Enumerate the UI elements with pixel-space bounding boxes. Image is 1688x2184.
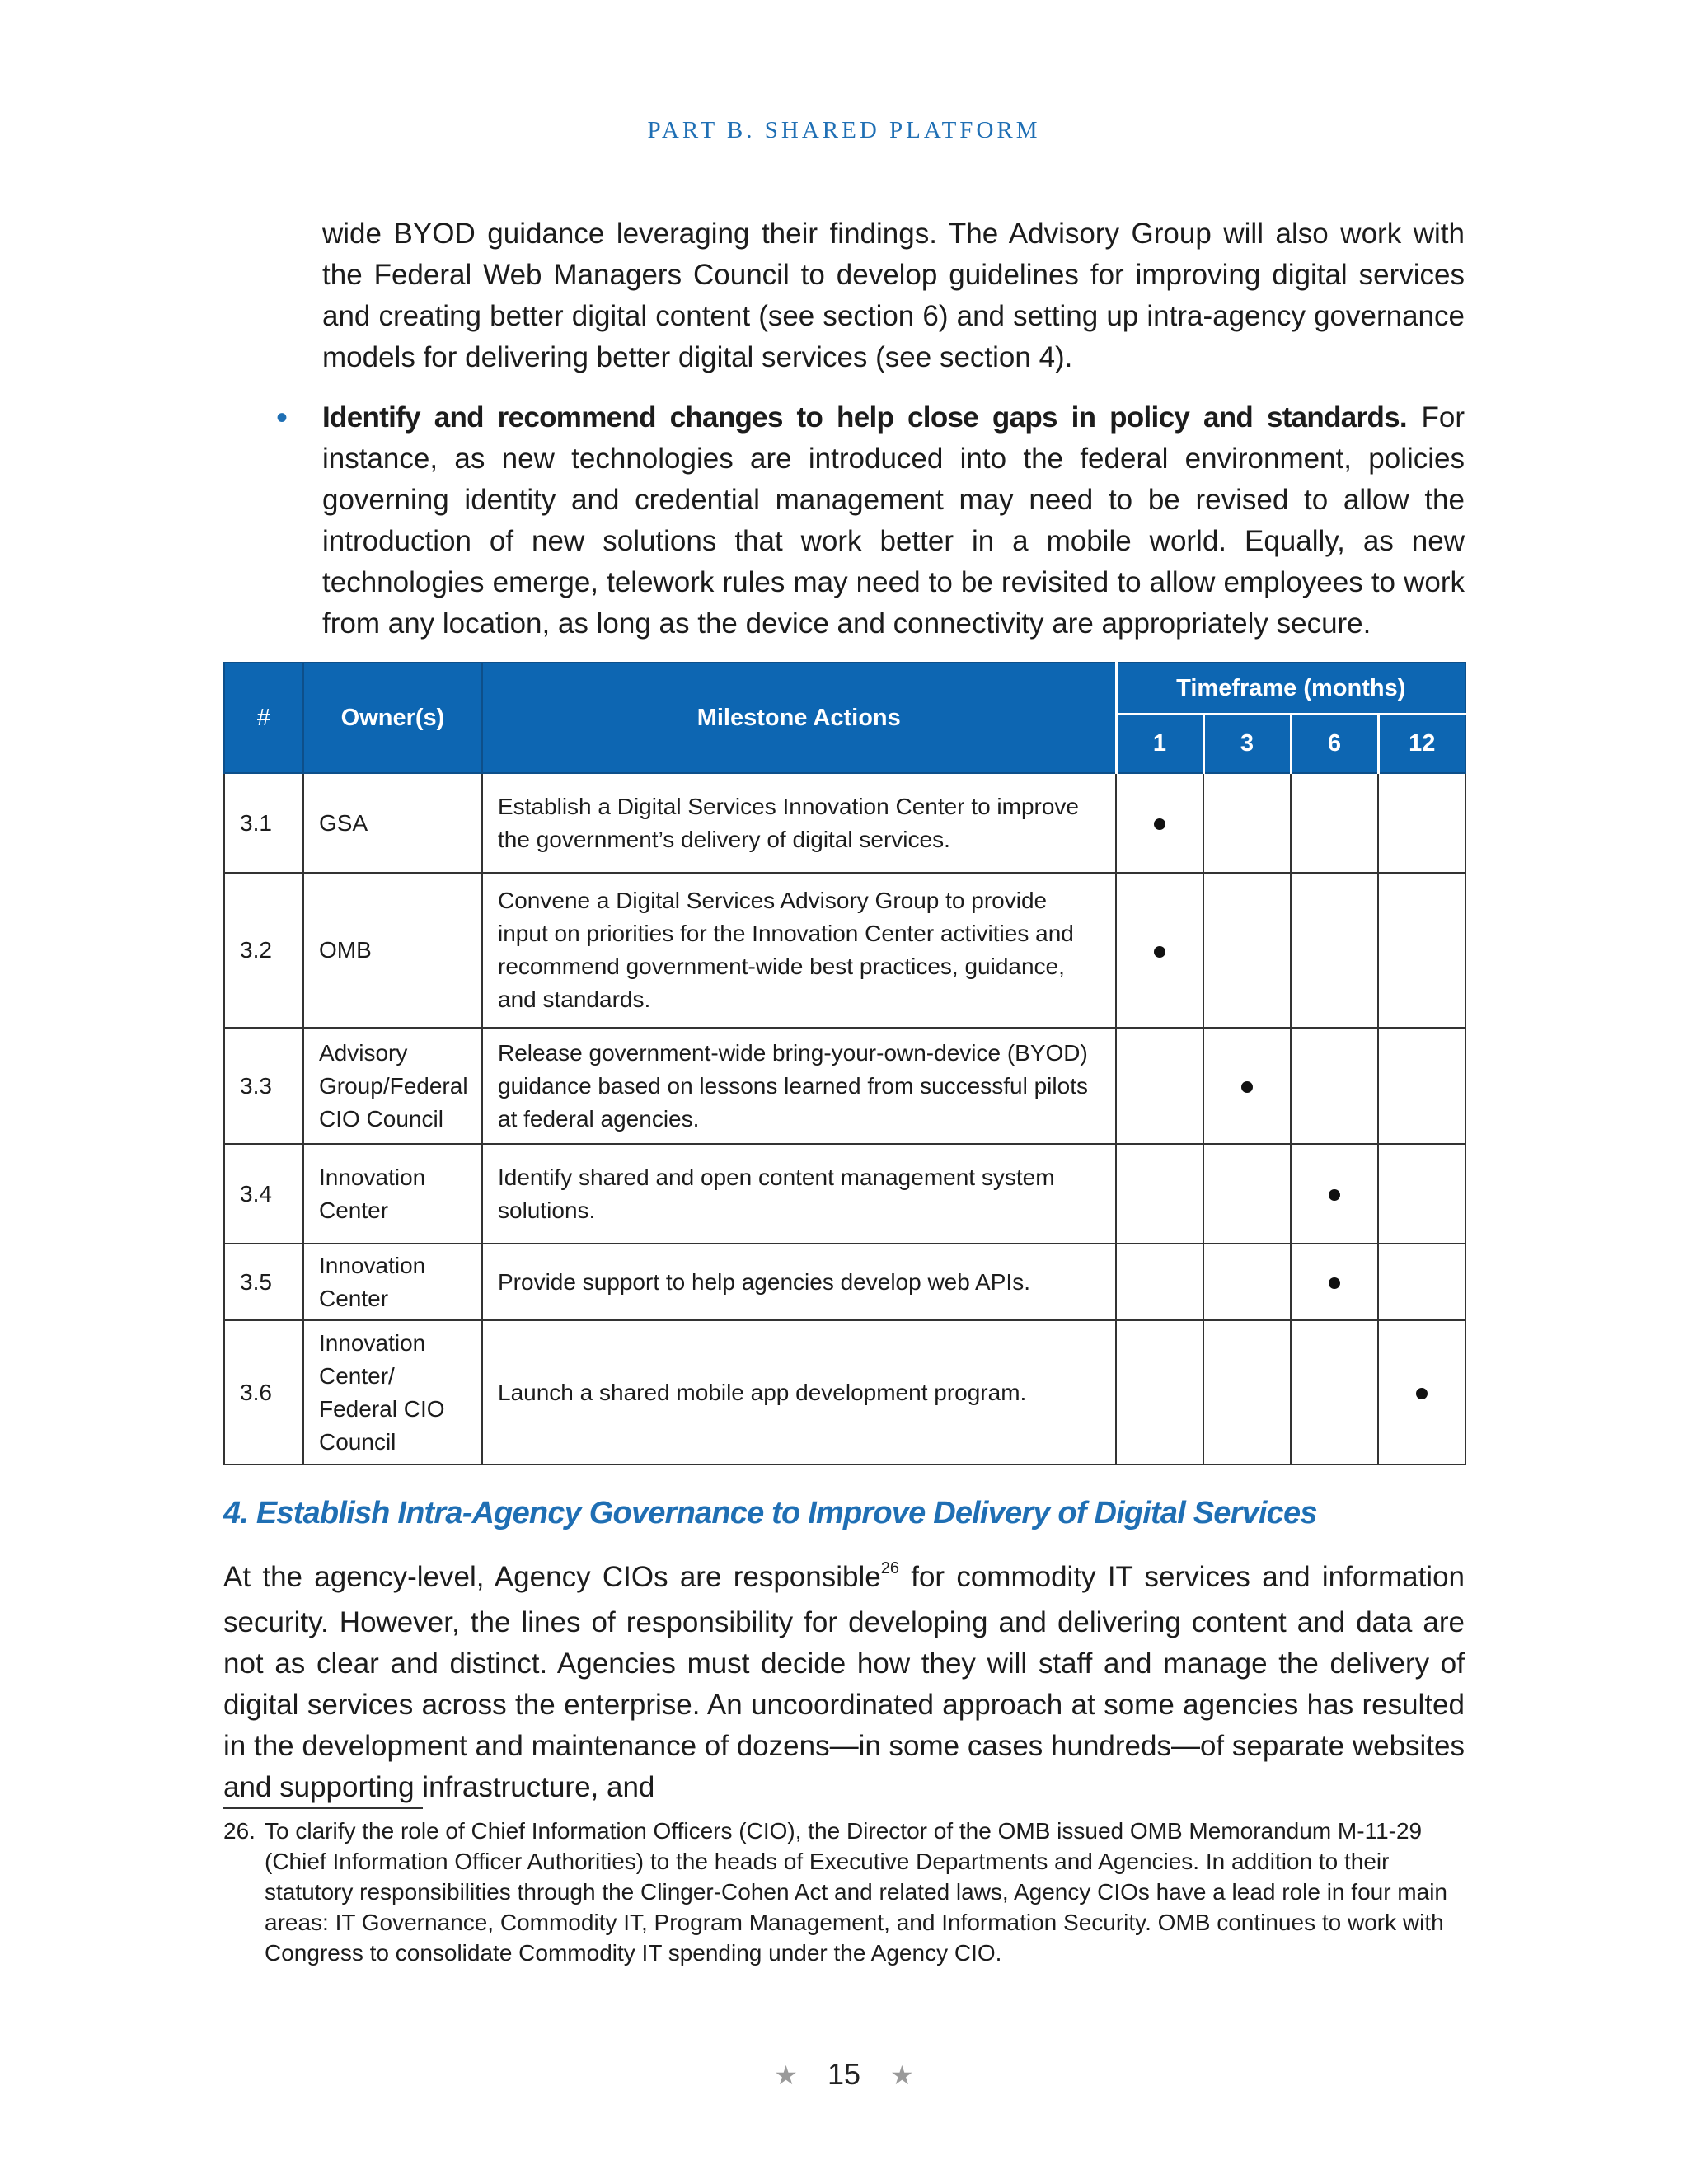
star-icon: ★	[774, 2060, 798, 2090]
section-text-rest: for commodity IT services and information security. However, the lines of responsibility for developing and delivering content and data are not as clear and distinct. Agencies must decide how they will staff and manage the delivery of digital services across the enterprise. An uncoordinated approach at some agencies has resulted in the development and maintenance of dozens—in some cases hundreds—of separate websites and supporting infrastructure, and	[223, 1561, 1465, 1803]
row-number: 3.2	[224, 873, 303, 1028]
row-number: 3.5	[224, 1244, 303, 1320]
section-text-start: At the agency-level, Agency CIOs are responsible	[223, 1561, 881, 1593]
timeframe-cell-12	[1378, 1028, 1465, 1144]
row-owner: Innovation Center/ Federal CIO Council	[303, 1320, 482, 1465]
page-number: 15	[827, 2057, 861, 2091]
timeframe-cell-12	[1378, 1244, 1465, 1320]
timeframe-cell-6	[1291, 1320, 1378, 1465]
footnote-divider	[223, 1807, 423, 1809]
row-number: 3.4	[224, 1144, 303, 1244]
continuation-paragraph: wide BYOD guidance leveraging their findings. The Advisory Group will also work with the Federal Web Managers Council to develop guidelines for improving digital services and creating better digital content (see section 6) and setting up intra-agency governance models for delivering better digital services (see section 4).	[322, 218, 1465, 373]
table-row	[224, 873, 1465, 1028]
row-owner: OMB	[303, 873, 482, 1028]
milestone-table-body	[224, 773, 1465, 1465]
table-row	[224, 773, 1465, 873]
timeframe-cell-6	[1291, 873, 1378, 1028]
page-footer	[0, 2057, 1688, 2092]
milestone-dot	[1416, 1388, 1428, 1399]
row-owner: Innovation Center	[303, 1244, 482, 1320]
timeframe-cell-3	[1203, 1028, 1291, 1144]
row-number: 3.3	[224, 1028, 303, 1144]
timeframe-cell-6	[1291, 1144, 1378, 1244]
header-month-12: 12	[1378, 714, 1465, 773]
milestone-dot	[1329, 1189, 1340, 1201]
table-row	[224, 1320, 1465, 1465]
row-number: 3.1	[224, 773, 303, 873]
timeframe-cell-1	[1116, 1244, 1203, 1320]
header-month-1: 1	[1116, 714, 1203, 773]
bullet-body: For instance, as new technologies are introduced into the federal environment, policies governing identity and credential management may need to be revised to allow the introduction of new solutions that work better in a mobile world. Equally, as new technologies emerge, telework rules may need to be revisited to allow employees to work from any location, as long as the device and connectivity are appropriately secure.	[322, 401, 1465, 640]
timeframe-cell-3	[1203, 773, 1291, 873]
footnote-reference: 26	[880, 1559, 899, 1577]
header-num: #	[224, 663, 303, 773]
timeframe-cell-3	[1203, 1144, 1291, 1244]
header-month-3: 3	[1203, 714, 1291, 773]
timeframe-cell-12	[1378, 1320, 1465, 1465]
footnote	[223, 1816, 1465, 1968]
timeframe-cell-1	[1116, 1028, 1203, 1144]
row-action: Convene a Digital Services Advisory Group to provide input on priorities for the Innovation Center activities and recommend government-wide best practices, guidance, and standards.	[482, 873, 1116, 1028]
milestone-dot	[1329, 1277, 1340, 1289]
timeframe-cell-6	[1291, 1028, 1378, 1144]
row-action: Launch a shared mobile app development program.	[482, 1320, 1116, 1465]
timeframe-cell-1	[1116, 1320, 1203, 1465]
row-number: 3.6	[224, 1320, 303, 1465]
section-heading: 4. Establish Intra-Agency Governance to Improve Delivery of Digital Services	[223, 1496, 1317, 1530]
timeframe-cell-1	[1116, 773, 1203, 873]
milestone-dot	[1154, 946, 1165, 958]
footnote-number: 26.	[223, 1818, 256, 1844]
timeframe-cell-6	[1291, 773, 1378, 873]
bullet-marker: •	[276, 400, 288, 436]
header-owners: Owner(s)	[303, 663, 482, 773]
header-actions: Milestone Actions	[482, 663, 1116, 773]
table-row	[224, 1028, 1465, 1144]
milestone-table	[223, 662, 1466, 1465]
timeframe-cell-3	[1203, 873, 1291, 1028]
row-action: Release government-wide bring-your-own-device (BYOD) guidance based on lessons learned from successful pilots at federal agencies.	[482, 1028, 1116, 1144]
timeframe-cell-3	[1203, 1320, 1291, 1465]
timeframe-cell-1	[1116, 873, 1203, 1028]
row-action: Provide support to help agencies develop web APIs.	[482, 1244, 1116, 1320]
timeframe-cell-12	[1378, 1144, 1465, 1244]
table-row	[224, 1244, 1465, 1320]
header-month-6: 6	[1291, 714, 1378, 773]
timeframe-cell-3	[1203, 1244, 1291, 1320]
timeframe-cell-12	[1378, 873, 1465, 1028]
header-timeframe: Timeframe (months)	[1116, 663, 1465, 714]
row-owner: Innovation Center	[303, 1144, 482, 1244]
row-action: Establish a Digital Services Innovation Center to improve the government’s delivery of digital services.	[482, 773, 1116, 873]
row-owner: Advisory Group/Federal CIO Council	[303, 1028, 482, 1144]
timeframe-cell-1	[1116, 1144, 1203, 1244]
bullet-lead: Identify and recommend changes to help close gaps in policy and standards.	[322, 401, 1407, 434]
footnote-text: To clarify the role of Chief Information Officers (CIO), the Director of the OMB issued OMB Memorandum M-11-29 (Chief Information Officer Authorities) to the heads of Executive Departments and Agencies. In addition to their statutory responsibilities through the Clinger-Cohen Act and related laws, Agency CIOs have a lead role in four main areas: IT Governance, Commodity IT, Program Management, and Information Security. OMB continues to work with Congress to consolidate Commodity IT spending under the Agency CIO.	[265, 1818, 1447, 1966]
row-owner: GSA	[303, 773, 482, 873]
milestone-dot	[1241, 1081, 1253, 1093]
timeframe-cell-12	[1378, 773, 1465, 873]
timeframe-cell-6	[1291, 1244, 1378, 1320]
row-action: Identify shared and open content management system solutions.	[482, 1144, 1116, 1244]
star-icon: ★	[890, 2060, 914, 2090]
section-paragraph	[223, 1557, 1465, 1808]
milestone-dot	[1154, 818, 1165, 830]
running-header: PART B. SHARED PLATFORM	[647, 117, 1041, 143]
bullet-paragraph	[322, 397, 1465, 644]
table-row	[224, 1144, 1465, 1244]
